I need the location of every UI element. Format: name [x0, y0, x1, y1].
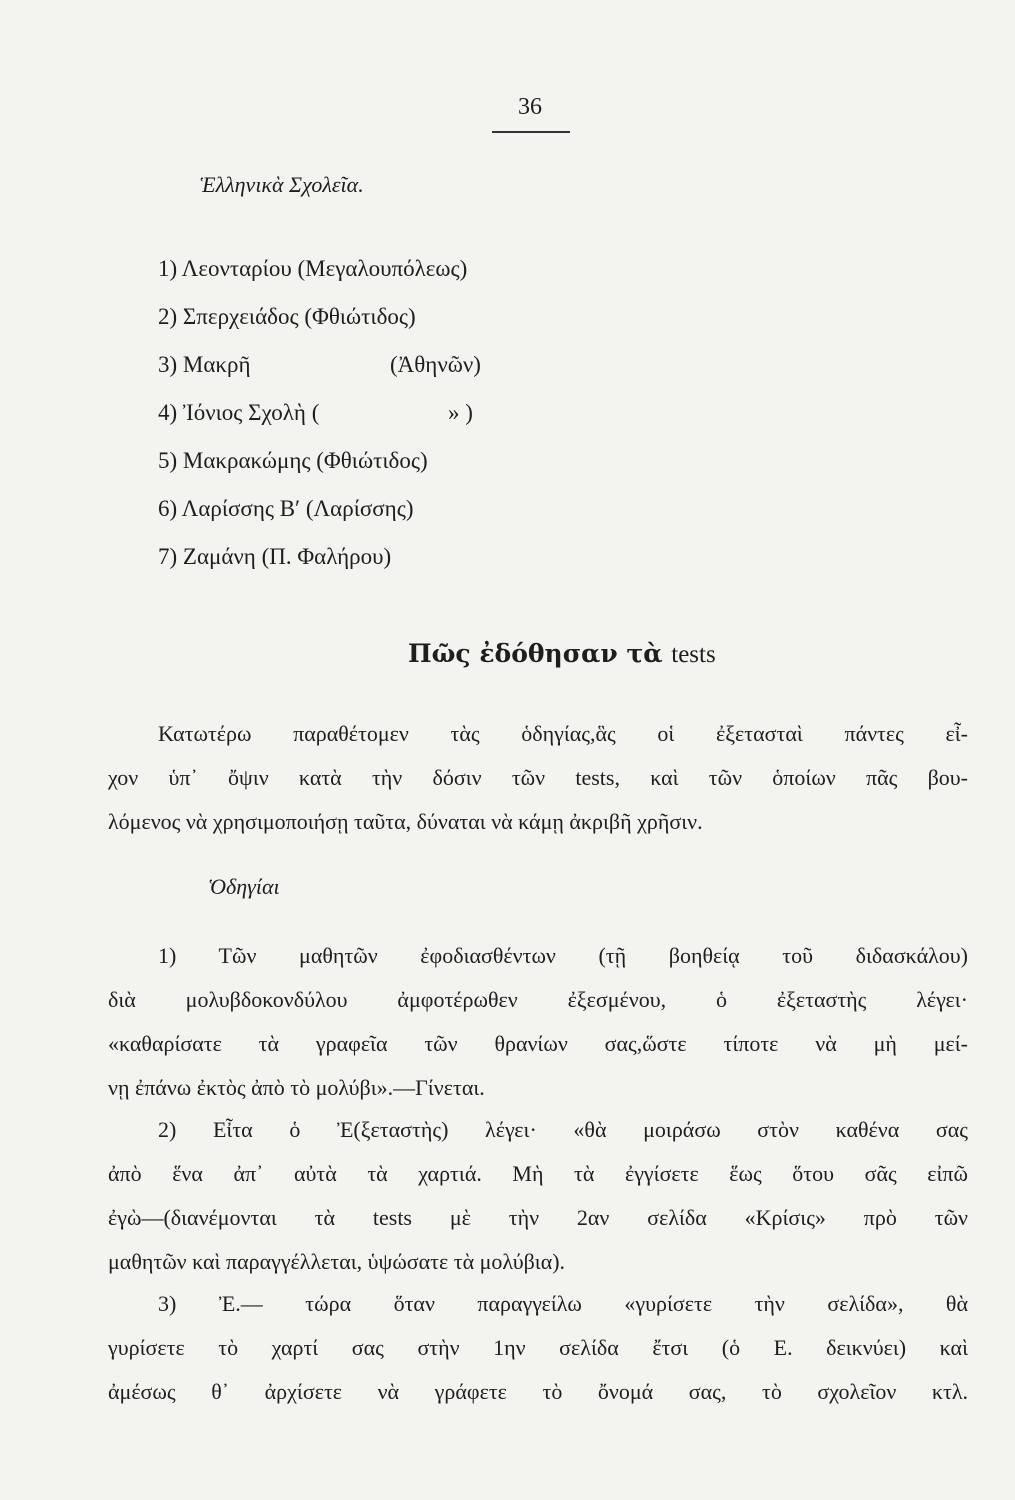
- school-place: » ): [448, 400, 473, 425]
- school-item: [158, 256, 467, 304]
- paragraph-line: ἀμέσως θ᾽ ἀρχίσετε νὰ γράφετε τὸ ὄνομά σας, τὸ σχολεῖον κτλ.: [108, 1379, 968, 1404]
- school-name: 3) Μακρῆ: [158, 352, 251, 377]
- page-number: 36: [518, 94, 542, 120]
- instruction-3: [108, 1282, 968, 1414]
- paragraph-line: γυρίσετε τὸ χαρτί σας στὴν 1ην σελίδα ἔτσι (ὁ Ε. δεικνύει) καὶ: [108, 1335, 968, 1360]
- school-item: [158, 352, 481, 400]
- section-heading: Ἑλληνικὰ Σχολεῖα.: [200, 172, 364, 197]
- school-name: 1) Λεονταρίου (Μεγαλουπόλεως): [158, 256, 468, 281]
- school-name: 5) Μακρακώμης (Φθιώτιδος): [158, 448, 428, 473]
- subtitle: [408, 639, 716, 669]
- paragraph-line: 3) Ἐ.— τώρα ὅταν παραγγείλω «γυρίσετε τὴν σελίδα», θὰ: [158, 1291, 968, 1316]
- paragraph-line: 2) Εἶτα ὁ Ἐ(ξεταστὴς) λέγει· «θὰ μοιράσω στὸν καθένα σας: [158, 1117, 968, 1142]
- paragraph-line: διὰ μολυβδοκονδύλου ἀμφοτέρωθεν ἐξεσμένου, ὁ ἐξεταστὴς λέγει·: [108, 987, 968, 1012]
- school-name: 2) Σπερχειάδος (Φθιώτιδος): [158, 304, 416, 329]
- paragraph-line: λόμενος νὰ χρησιμοποιήσῃ ταῦτα, δύναται νὰ κάμῃ ἀκριβῆ χρῆσιν.: [108, 809, 703, 834]
- school-name: 6) Λαρίσσης Β′ (Λαρίσσης): [158, 496, 414, 521]
- paragraph-line: 1) Τῶν μαθητῶν ἐφοδιασθέντων (τῇ βοηθείᾳ τοῦ διδασκάλου): [158, 943, 968, 968]
- paragraph-line: νῃ ἐπάνω ἐκτὸς ἀπὸ τὸ μολύβι».—Γίνεται.: [108, 1075, 485, 1100]
- page-number-rule: [492, 131, 570, 133]
- paragraph-line: ἀπὸ ἕνα ἀπ᾽ αὐτὰ τὰ χαρτιά. Μὴ τὰ ἐγγίσετε ἕως ὅτου σᾶς εἰπῶ: [108, 1161, 968, 1186]
- school-name: 4) Ἰόνιος Σχολὴ (: [158, 400, 320, 425]
- instruction-2: [108, 1108, 968, 1284]
- subtitle-latin: tests: [671, 641, 716, 668]
- school-item: [158, 496, 467, 544]
- school-place: (Ἀθηνῶν): [390, 352, 481, 377]
- instruction-1: [108, 934, 968, 1110]
- school-item: [158, 304, 467, 352]
- paragraph-line: «καθαρίσατε τὰ γραφεῖα τῶν θρανίων σας,ὥστε τίποτε νὰ μὴ μεί-: [108, 1031, 968, 1056]
- intro-paragraph: [108, 712, 968, 844]
- paragraph-line: ἐγὼ—(διανέμονται τὰ tests μὲ τὴν 2αν σελίδα «Κρίσις» πρὸ τῶν: [108, 1205, 968, 1230]
- school-item: [158, 400, 473, 448]
- paragraph-line: Κατωτέρω παραθέτομεν τὰς ὁδηγίας,ἃς οἱ ἐξετασταὶ πάντες εἶ-: [158, 721, 968, 746]
- school-list: [158, 256, 481, 592]
- instructions-heading: Ὁδηγίαι: [208, 874, 280, 899]
- school-item: [158, 448, 467, 496]
- paragraph-line: χον ὑπ᾽ ὄψιν κατὰ τὴν δόσιν τῶν tests, καὶ τῶν ὁποίων πᾶς βου-: [108, 765, 968, 790]
- school-item: [158, 544, 467, 592]
- school-name: 7) Ζαμάνη (Π. Φαλήρου): [158, 544, 392, 569]
- paragraph-line: μαθητῶν καὶ παραγγέλλεται, ὑψώσατε τὰ μολύβια).: [108, 1249, 566, 1274]
- subtitle-greek: Πῶς ἐδόθησαν τὰ: [408, 639, 663, 668]
